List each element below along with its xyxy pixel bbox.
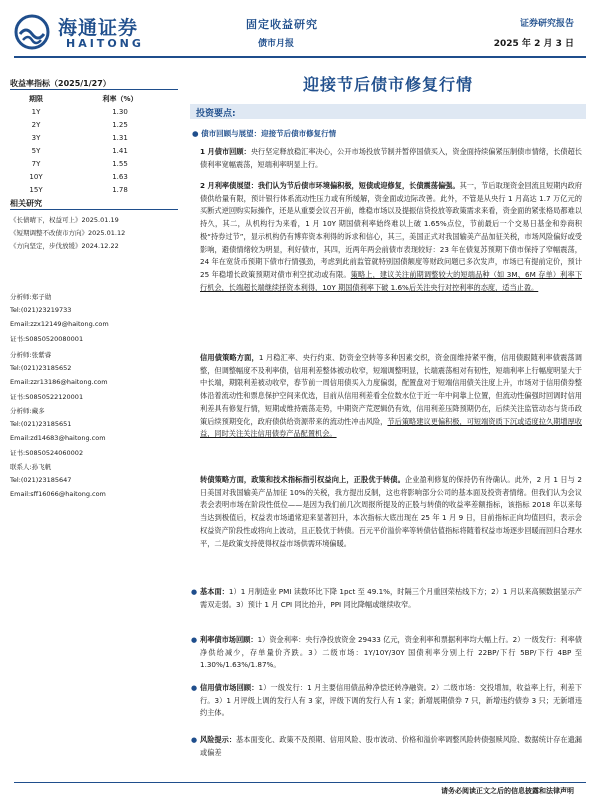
contact-email[interactable]: Email:sff16066@haitong.com <box>10 490 106 498</box>
paragraph-text: 1 月稳汇率、央行约束、防资金空转等多种因素交织，资金面维持紧平衡，信用债跟随利率债震荡调整，但调整幅度不及利率债，信用利差整体被动收窄，短端调整明显，长端震荡相对有韧性，短端利率上行幅度明显大于中长端，期限利差被动收窄，春节前一周信用债买入力度偏弱，配置盘对于短端信用债关注度上升，市场对于信用债券整体沿着流动性和票息保护空间来优选，目前从信用利差看全位数水位于近一年中间靠上位置，但流动性偏强时回调时信用利差具有修复行情，短期或维持震荡走势，中期资产荒逻辑仍有效，信用利差压降预期仍在，后续关注监管动态与货币政策后续预期变化，政府债供给资源带来的流动性冲击风险， <box>200 353 582 426</box>
report-date: 2025 年 2 月 3 日 <box>493 39 574 49</box>
related-title-divider <box>10 209 178 210</box>
bullet-text: 基本面变化、政策不及预期、信用风险、股市波动、价格和溢价率调整风险转债强赎风险、数据统计存在遗漏或偏差 <box>200 735 582 757</box>
bullet-text: 1）资金利率：央行净投放资金 29433 亿元，资金利率和票据利率均大幅上行。2）一级发行：利率债净供给减少，存单量价齐跌。3）二级市场：1Y/10Y/30Y 国债利率分别上行 22BP/下行 5BP/下行 4BP 至 1.30%/1.63%/1.87%。 <box>200 635 582 670</box>
yield-term: 5Y <box>31 147 41 155</box>
bullet-text: 1）1 月制造业 PMI 读数环比下降 1pct 至 49.1%，时隔三个月重回荣枯线下方；2）1 月以来高频数据显示产需双走弱。3）预计 1 月 CPI 同比抬升，PPI 同比降幅或继续收窄。 <box>200 587 582 609</box>
paragraph-monthly-review <box>200 146 582 171</box>
table-row <box>10 186 178 194</box>
yield-term: 10Y <box>29 173 43 181</box>
report-kind: 证券研究报告 <box>519 19 574 29</box>
header-divider <box>14 56 586 58</box>
bullet-icon: ● <box>191 684 198 692</box>
bullet-lead: 信用债市场回顾： <box>200 683 259 692</box>
related-research-link[interactable]: 《方向坚定，步伐放缓》2024.12.22 <box>10 242 119 250</box>
report-title: 迎接节后债市修复行情 <box>302 75 473 94</box>
yield-term: 1Y <box>31 108 41 116</box>
related-research-link[interactable]: 《短期调整不改债市方向》2025.01.12 <box>10 229 126 237</box>
yield-rate: 1.55 <box>112 160 128 168</box>
paragraph-convertible-strategy <box>200 474 582 550</box>
bullet-lead: 利率债市场回顾： <box>200 635 258 644</box>
bullet-text: 1）一级发行：1 月主要信用债品种净偿还转净融资。2）二级市场：交投增加，收益率上行，利差下行。3）1 月评级上调的发行人有 3 家，评级下调的发行人有 1 家；新增展期债券 7 只，新增违约债券 3 只；无新增违约主体。 <box>200 683 582 718</box>
footer-disclaimer: 请务必阅读正文之后的信息披露和法律声明 <box>441 787 574 795</box>
bullet-lead: 基本面： <box>200 587 229 596</box>
yield-rate: 1.63 <box>112 173 128 181</box>
analyst-name: 分析师:张紫睿 <box>10 351 52 359</box>
bullet-rates-review <box>191 634 582 672</box>
analyst-tel: Tel:(021)23219733 <box>10 306 72 314</box>
analyst-email[interactable]: Email:zd14683@haitong.com <box>10 434 106 442</box>
paragraph-text: 央行坚定释放稳汇率决心，公开市场投放节制并暂停国债买入，资金面持续偏紧压制债市情绪，长债超长债利率宽幅震荡，短端利率明显上行。 <box>200 147 582 169</box>
logo-english-name: HAITONG <box>66 37 144 50</box>
paragraph-text: 企业盈利修复的保持仍有待确认。此外，2 月 1 日与 2 日美国对我国输美产品加征 10%的关税，我方提出反制，这也将影响部分公司的基本面及投资者情绪。但我们认为会议表会表明市场在阶段性低位——是因为我们前几次周报所提及的正股与转债的收益率差额指标，该指标 2018 年以来每当达到极值后，权益表市场通常迎来显著回升，本次指标大底出现在 25 年 1 月 9 日，目前指标正向均值回归，表示会权益资产阶段性或将向上波动，且正股优于转债。百元平价溢价率等转债估值指标将随着权益市场逐步回暖而回归合理水平，二是政策支持使得权益市场供需环境偏暖。 <box>200 475 582 548</box>
bullet-icon: ● <box>191 636 198 644</box>
paragraph-lead: 2 月利率债展望：我们认为节后债市环境偏积极，短债或迎修复，长债震荡偏强。 <box>200 181 460 190</box>
analyst-email[interactable]: Email:zzr13186@haitong.com <box>10 378 108 386</box>
report-subtype: 债市月报 <box>258 39 295 49</box>
bullet-risk-warning <box>191 734 582 759</box>
yield-rate: 1.78 <box>112 186 128 194</box>
analyst-name: 分析师:藏多 <box>10 407 45 415</box>
table-row <box>10 147 178 155</box>
yield-term: 2Y <box>31 121 41 129</box>
bullet-icon: ● <box>191 736 198 744</box>
paragraph-lead: 1 月债市回顾： <box>200 147 251 156</box>
paragraph-credit-strategy <box>200 352 582 441</box>
section-heading-text: 债市回顾与展望：迎接节后债市修复行情 <box>201 129 337 138</box>
yield-term: 7Y <box>31 160 41 168</box>
yield-header-rate: 利率（%） <box>102 95 138 103</box>
yield-rate: 1.41 <box>112 147 128 155</box>
yield-rate: 1.25 <box>112 121 128 129</box>
paragraph-rates-outlook <box>200 180 582 294</box>
bullet-lead: 风险提示： <box>200 735 237 744</box>
haitong-logo-icon <box>14 14 50 50</box>
yield-term: 3Y <box>31 134 41 142</box>
paragraph-strategy: 策略上，建议关注前期调整较大的短端品种（如 3M、6M 存单）利率下行机会，长端超长端继续择资本利得，10Y 期国债利率下破 1.6%后关注央行对控利率的态度，适当止盈。 <box>200 269 583 292</box>
analyst-name: 分析师:郑子勋 <box>10 293 52 301</box>
paragraph-lead: 信用债策略方面， <box>200 353 259 362</box>
table-row <box>10 173 178 181</box>
yield-rate: 1.31 <box>112 134 128 142</box>
yield-title-divider <box>10 89 178 90</box>
table-row <box>10 160 178 168</box>
yield-term: 15Y <box>29 186 43 194</box>
bullet-fundamentals <box>191 586 582 611</box>
table-row <box>10 121 178 129</box>
analyst-email[interactable]: Email:zzx12149@haitong.com <box>10 320 109 328</box>
table-row <box>10 134 178 142</box>
bullet-icon: ● <box>192 129 202 138</box>
logo-chinese-name: 海通证券 <box>58 17 139 39</box>
analyst-tel: Tel:(021)23185652 <box>10 364 72 372</box>
investment-highlights-label: 投资要点: <box>196 109 236 119</box>
analyst-tel: Tel:(021)23185651 <box>10 420 72 428</box>
investment-highlights-bar <box>190 104 586 119</box>
table-row <box>10 108 178 116</box>
analyst-cert: 证书:S0850524060002 <box>10 449 84 457</box>
report-type: 固定收益研究 <box>246 18 318 31</box>
footer-divider <box>14 782 586 783</box>
related-research-title: 相关研究 <box>10 199 42 208</box>
yield-header-term: 期限 <box>29 95 43 103</box>
section-heading <box>192 128 336 139</box>
paragraph-strategy: 节后策略建议更偏积极，可短端资质下沉或适度拉久期增厚收益，同时关注关注信用债券产品配置机会。 <box>200 416 582 439</box>
contact-tel: Tel:(021)23185647 <box>10 476 72 484</box>
yield-rate: 1.30 <box>112 108 128 116</box>
paragraph-text: 其一，节后取现资金回流且短期内政府债供给量有限，预计银行体系流动性压力或有所缓解，资金面或边际改善。此外，不管是从央行 1 月高达 1.7 万亿元的买断式逆回购实际操作，还是从重要会议召开前，维稳市场以及提振信贷投放等政策需求来看，资金面的紧张格局都难以持久，其二，从机构行为来看，1 月 10Y 期国债利率始终难以上破 1.65%点位，节前最后一个交易日基金和券商积极“持券过节”，显示机构仍有博弈资本利得的诉求和信心，其三，美国正式对我国输美产品加征关税，市场风险偏好或受影响，避债情绪较为明显，利好债市，其四，近两年两会前债市表现较好：23 年在债复苏预期下债市保持了窄幅震荡，24 年在宽货币预期下债市行情强劲，考虑到此前监管就特别国债额度等财政问题已多次发声，市场已有提前定价，预计 25 年稳增长政策预期对债市利空扰动或有限。 <box>200 181 582 279</box>
yield-table-title: 收益率指标（2025/1/27） <box>10 79 111 88</box>
bullet-credit-review <box>191 682 582 720</box>
bullet-icon: ● <box>191 588 198 596</box>
contact-name: 联系人:孙飞帆 <box>10 463 52 471</box>
analyst-cert: 证书:S0850520080001 <box>10 335 84 343</box>
paragraph-lead: 转债策略方面，政策和技术指标指引权益向上，正股优于转债。 <box>200 475 405 484</box>
related-research-link[interactable]: 《长债晴下，权益可上》2025.01.19 <box>10 216 119 224</box>
yield-table-header <box>10 94 178 104</box>
analyst-cert: 证书:S0850522120001 <box>10 393 84 401</box>
